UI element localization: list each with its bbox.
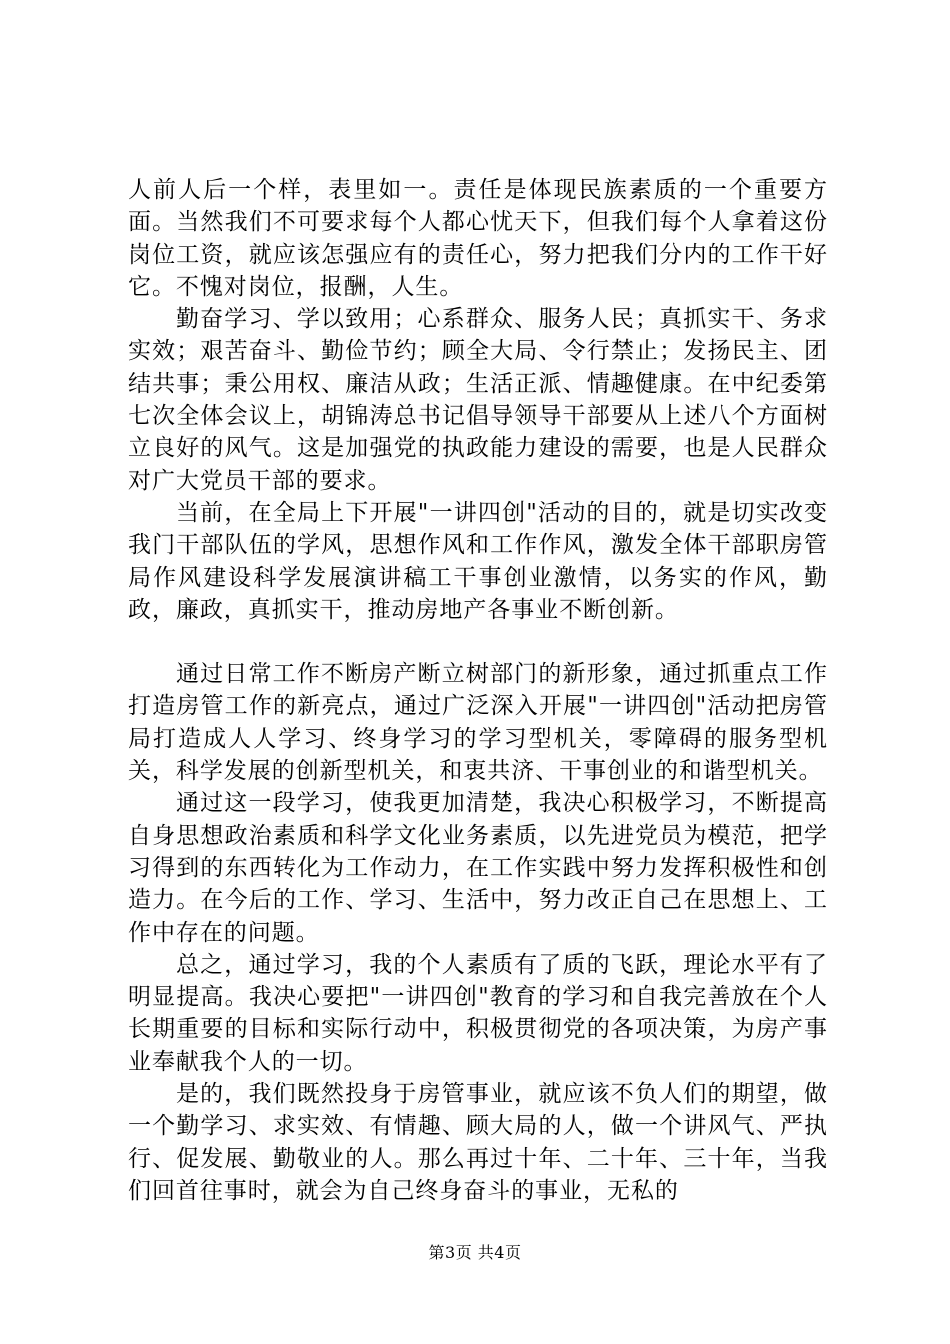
paragraph-learning-resolve: 通过这一段学习，使我更加清楚，我决心积极学习，不断提高自身思想政治素质和科学文化业务素质，以先进党员为模范，把学习得到的东西转化为工作动力，在工作实践中努力发挥积极性和创造力。在今后的工作、学习、生活中，努力改正自己在思想上、工作中存在的问题。 — [128, 790, 828, 946]
page-number-footer: 第3页 共4页 — [428, 1243, 522, 1262]
paragraph-closing: 是的，我们既然投身于房管事业，就应该不负人们的期望，做一个勤学习、求实效、有情趣、顾大局的人，做一个讲风气、严执行、促发展、勤敬业的人。那么再过十年、二十年、三十年，当我们回首往事时，就会为自己终身奋斗的事业，无私的 — [128, 1081, 828, 1204]
paragraph-eight-principles: 勤奋学习、学以致用；心系群众、服务人民；真抓实干、务求实效；艰苦奋斗、勤俭节约；顾全大局、令行禁止；发扬民主、团结共事；秉公用权、廉洁从政；生活正派、情趣健康。在中纪委第七次全体会议上，胡锦涛总书记倡导领导干部要从上述八个方面树立良好的风气。这是加强党的执政能力建设的需要，也是人民群众对广大党员干部的要求。 — [128, 306, 828, 494]
paragraph-conclusion: 总之，通过学习，我的个人素质有了质的飞跃，理论水平有了明显提高。我决心要把"一讲四创"教育的学习和自我完善放在个人长期重要的目标和实际行动中，积极贯彻党的各项决策，为房产事业奉献我个人的一切。 — [128, 951, 828, 1075]
paragraph-activity-purpose: 当前，在全局上下开展"一讲四创"活动的目的，就是切实改变我门干部队伍的学风，思想作风和工作作风，激发全体干部职房管局作风建设科学发展演讲稿工干事创业激情，以务实的作风，勤政，廉政，真抓实干，推动房地产各事业不断创新。 — [128, 499, 828, 623]
paragraph-new-image: 通过日常工作不断房产断立树部门的新形象，通过抓重点工作打造房管工作的新亮点，通过广泛深入开展"一讲四创"活动把房管局打造成人人学习、终身学习的学习型机关，零障碍的服务型机关，科学发展的创新型机关，和衷共济、干事创业的和谐型机关。 — [128, 661, 828, 785]
document-body — [128, 174, 828, 1207]
paragraph-continuation: 人前人后一个样，表里如一。责任是体现民族素质的一个重要方面。当然我们不可要求每个人都心忧天下，但我们每个人拿着这份岗位工资，就应该怎强应有的责任心，努力把我们分内的工作干好它。不愧对岗位，报酬，人生。 — [128, 177, 828, 300]
